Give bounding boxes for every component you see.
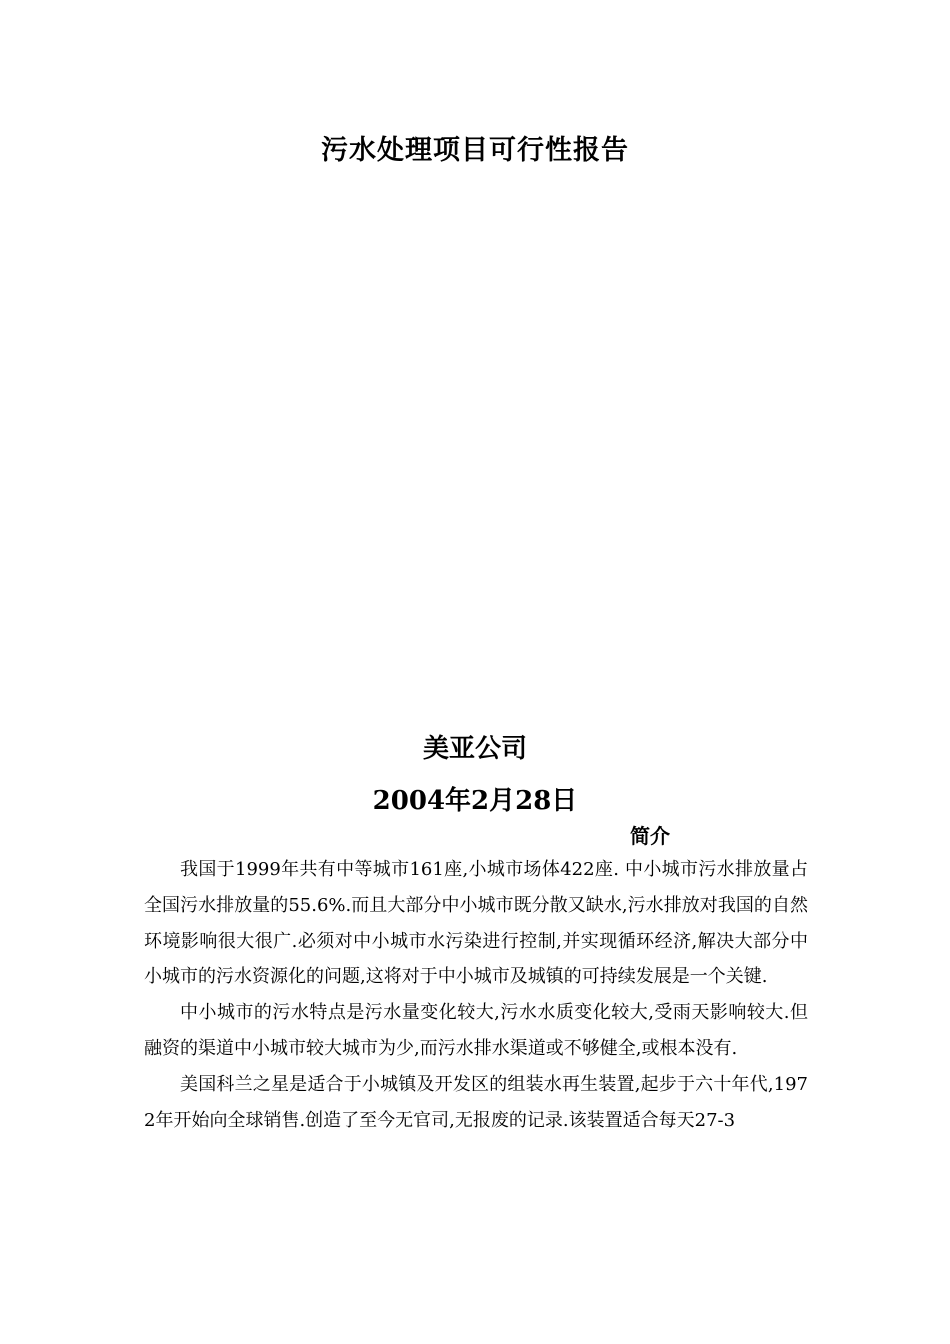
company-name: 美亚公司 bbox=[422, 734, 527, 764]
intro-paragraph: 美国科兰之星是适合于小城镇及开发区的组装水再生装置,起步于六十年代,1972年开始向全球销售.创造了至今无官司,无报废的记录.该装置适合每天27-3 bbox=[144, 1073, 808, 1131]
intro-paragraph: 我国于1999年共有中等城市161座,小城市场体422座. 中小城市污水排放量占全国污水排放量的55.6%.而且大部分中小城市既分散又缺水,污水排放对我国的自然环境影响很大很广.必须对中小城市水污染进行控制,并实现循环经济,解决大部分中小城市的污水资源化的问题,这将对于中小城市及城镇的可持续发展是一个关键. bbox=[144, 859, 808, 988]
intro-heading: 简介 bbox=[630, 824, 670, 848]
document-title: 污水处理项目可行性报告 bbox=[321, 135, 629, 166]
report-date: 2004年2月28日 bbox=[372, 786, 578, 816]
intro-paragraph: 中小城市的污水特点是污水量变化较大,污水水质变化较大,受雨天影响较大.但融资的渠道中小城市较大城市为少,而污水排水渠道或不够健全,或根本没有. bbox=[144, 1002, 808, 1059]
intro-body bbox=[144, 852, 808, 1138]
